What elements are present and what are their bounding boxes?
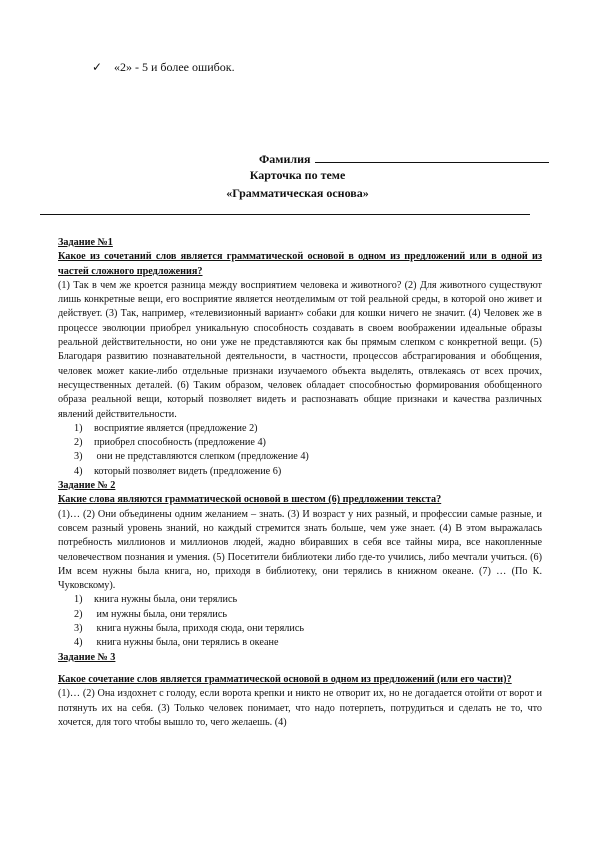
tasks-content [58,236,542,730]
surname-label: Фамилия [259,152,311,166]
task2-options [58,593,542,650]
task1-option: 3) они не представляются слепком (предложение 4) [74,451,309,463]
task1-text: (1) Так в чем же кроется разница между восприятием человека и животного? (2) Для животного существуют лишь конкретные вещи, его восприятие является неотделимым от той реальной среды, в которой оно живет и действует. (3) Так, например, «телевизионный вариант» собаки для кошки ничего не значит. (4) Человек же в процессе эволюции приобрел уникальную способность создавать в своем воображении идеальные образы реальной действительности, но они уже не представляются как бы прямым слепком с конкретной вещи. (5) Благодаря развитию познавательной деятельности, в частности, процессов абстрагирования и обобщения, человек может какие-либо отдельные признаки изучаемого объекта выделять, отвлекаясь от всех прочих, несущественных деталей. (6) Таким образом, человек обладает способностью формирования обобщенного образа реальной вещи, который позволяет видеть и распознавать общие признаки и качества различных явлений действительности. [58,279,542,420]
surname-blank [315,150,549,163]
grading-note [92,60,235,75]
task2-option: 2) им нужны была, они терялись [74,608,228,620]
task2-text: (1)… (2) Они объединены одним желанием – знать. (3) И возраст у них разный, и профессии самые разные, и совсем разный уровень знаний, но каждый стремится знать больше, чем уже знает. (4) В этом выражалась потребность миллионов и миллионов людей, жадно вбиравших в себя все тайны мира, все накопленные человечеством познания и умения. (5) Посетители библиотеки либо где-то учились, либо мечтали учиться. (6) Им всем нужны была книга, но, приходя в библиотеку, они терялись в книжном океане. (7) … (По К. Чуковскому). [58,508,542,592]
task2-option: 1) книга нужны была, они терялись [74,594,238,606]
task2-label: Задание № 2 [58,480,116,492]
surname-line [259,150,559,167]
task1-options [58,422,542,479]
spacer [58,665,542,673]
task3-question: Какое сочетание слов является грамматической основой в одном из предложений (или его части)? [58,673,512,685]
task1-option: 1) восприятие является (предложение 2) [74,422,258,434]
header-divider [40,214,530,215]
task1-label: Задание №1 [58,237,113,248]
checkmark-icon: ✓ [92,60,103,74]
task2-question: Какие слова являются грамматической основой в шестом (6) предложении текста? [58,494,442,506]
task3-text: (1)… (2) Она издохнет с голоду, если ворота крепки и никто не отворит их, но не догадается отойти от ворот и потянуть их на себя. (3) Только человек понимает, что надо потерпеть, потрудиться и сделать не то, что хочется, для того чтобы вышло то, чего желаешь. (4) [58,688,542,728]
task1-option: 2) приобрел способность (предложение 4) [74,437,266,449]
grading-note-text: «2» - 5 и более ошибок. [114,60,235,74]
task1-option: 4) который позволяет видеть (предложение 6) [74,465,282,477]
task2-option: 4) книга нужны была, они терялись в океане [74,637,279,649]
task1-question: Какое из сочетаний слов является грамматической основой в одном из предложений или в одной из частей сложного предложения? [58,251,542,277]
card-title: Карточка по теме [249,168,346,182]
task3-label: Задание № 3 [58,651,116,663]
task2-option: 3) книга нужны была, приходя сюда, они терялись [74,623,305,635]
card-topic: «Грамматическая основа» [226,186,369,200]
